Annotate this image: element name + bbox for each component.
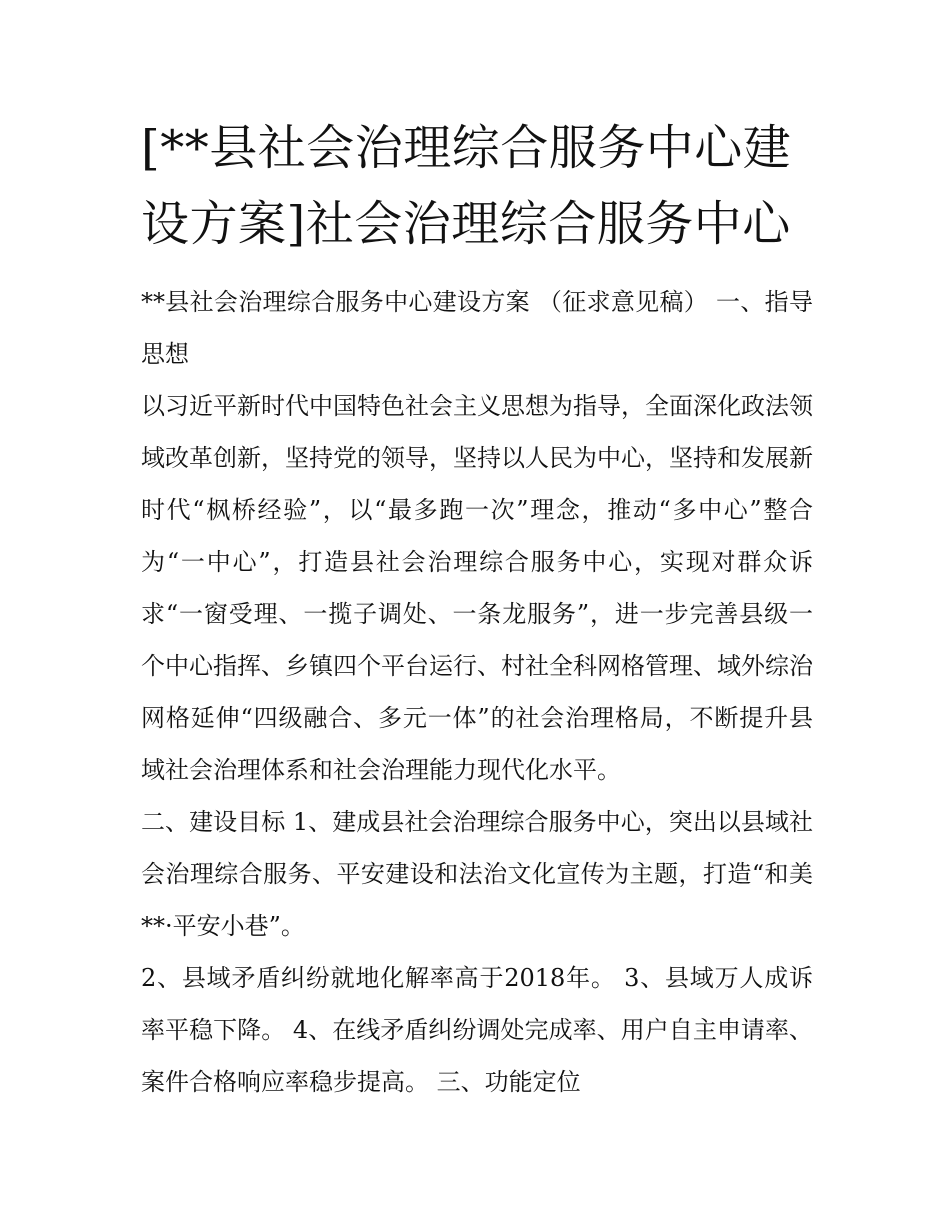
paragraph-construction-goals: 二、建设目标 1、建成县社会治理综合服务中心，突出以县域社会治理综合服务、平安建设和法治文化宣传为主题，打造“和美**·平安小巷”。 — [141, 808, 813, 940]
document-body — [141, 110, 813, 1108]
paragraph-guiding-ideology-heading: **县社会治理综合服务中心建设方案 （征求意见稿） 一、指导思想 — [141, 288, 813, 368]
paragraph-goals-and-function: 2、县域矛盾纠纷就地化解率高于2018年。 3、县域万人成诉率平稳下降。 4、在线矛盾纠纷调处完成率、用户自主申请率、案件合格响应率稳步提高。 三、功能定位 — [141, 964, 813, 1096]
paragraph-guiding-ideology: 以习近平新时代中国特色社会主义思想为指导，全面深化政法领域改革创新，坚持党的领导，坚持以人民为中心，坚持和发展新时代“枫桥经验”，以“最多跑一次”理念，推动“多中心”整合为“一中心”，打造县社会治理综合服务中心，实现对群众诉求“一窗受理、一揽子调处、一条龙服务”，进一步完善县级一个中心指挥、乡镇四个平台运行、村社全科网格管理、域外综治网格延伸“四级融合、多元一体”的社会治理格局，不断提升县域社会治理体系和社会治理能力现代化水平。 — [141, 392, 813, 784]
document-title: [**县社会治理综合服务中心建设方案]社会治理综合服务中心 — [141, 120, 792, 252]
